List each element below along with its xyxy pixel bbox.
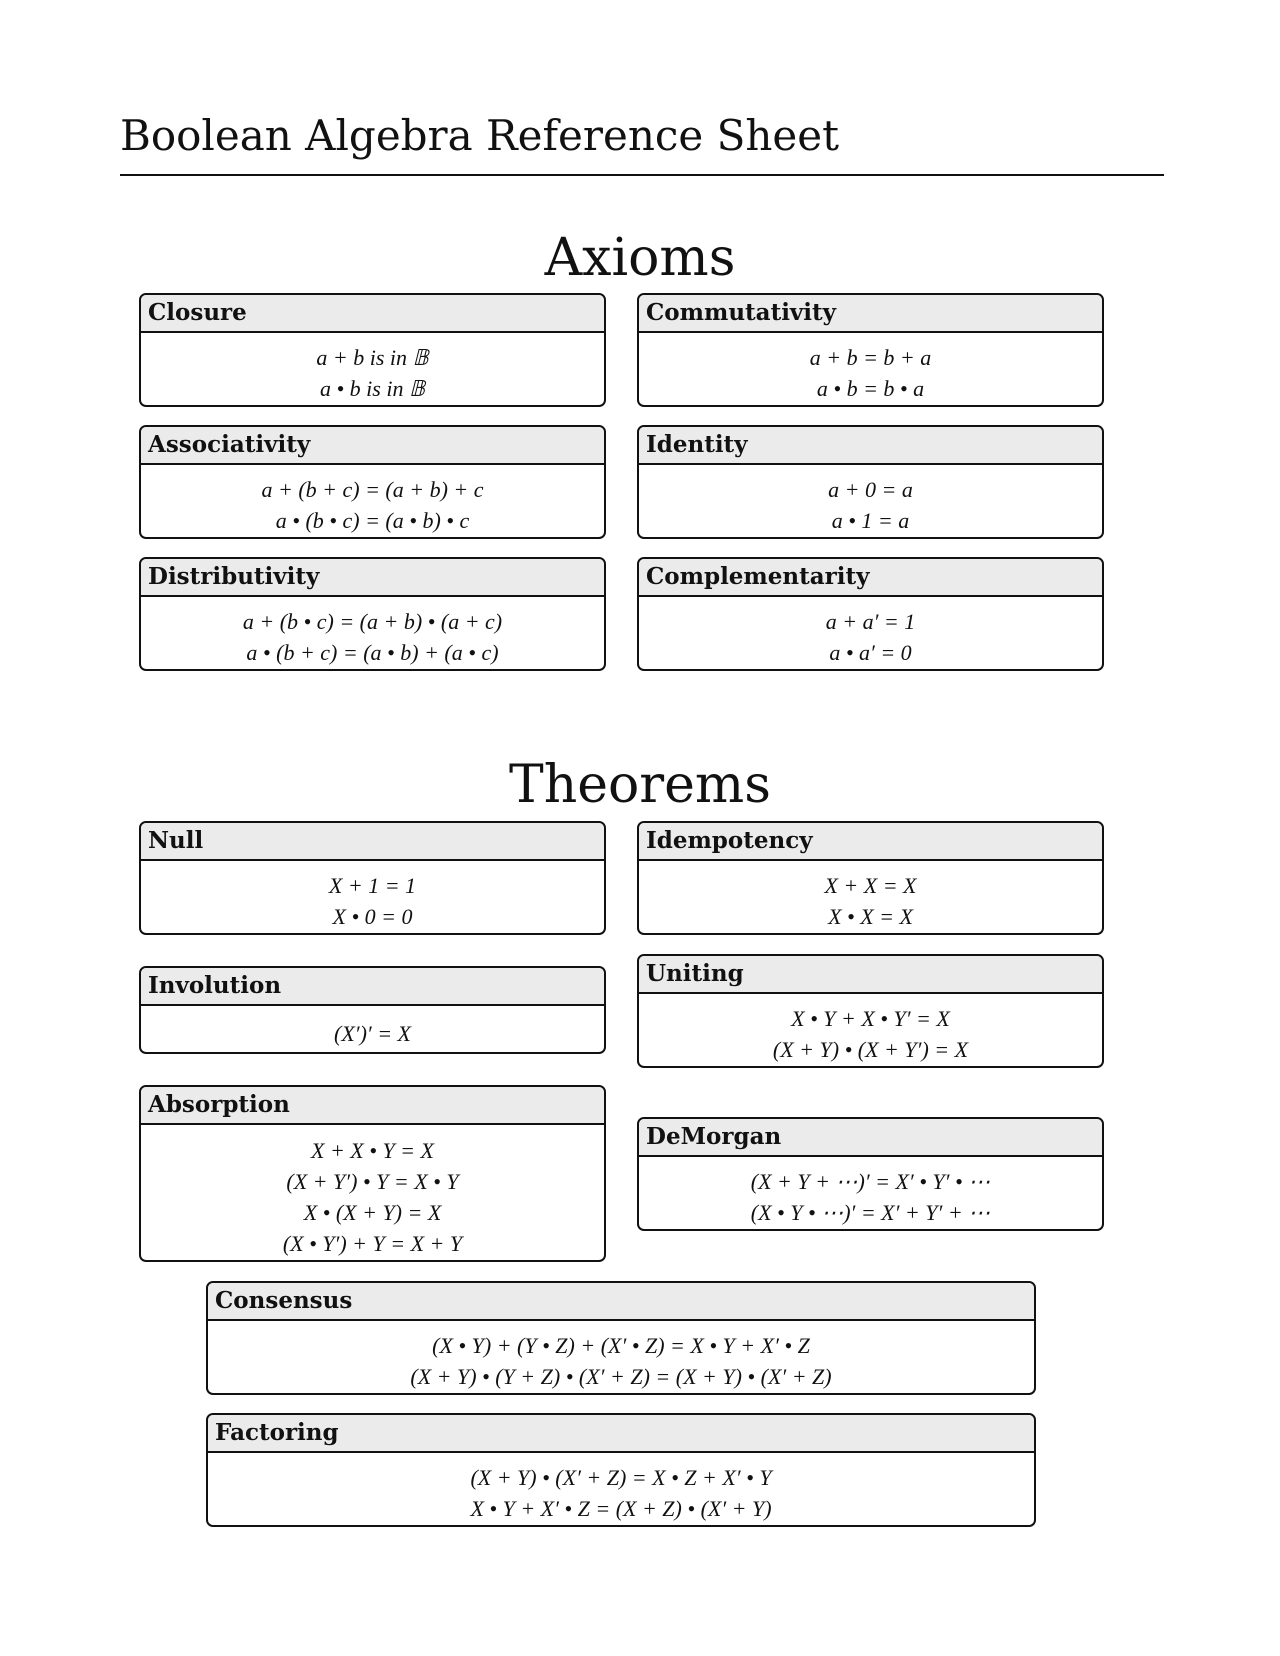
uniting-equation: X • Y + X • Y′ = X — [791, 1006, 950, 1031]
factoring-equation: (X + Y) • (X′ + Z) = X • Z + X′ • Y — [470, 1465, 772, 1490]
null-equation: X • 0 = 0 — [332, 904, 413, 929]
idempotency-equation: X + X = X — [824, 873, 917, 898]
distributivity-title: Distributivity — [141, 559, 604, 597]
consensus-card — [206, 1281, 1036, 1395]
idempotency-equation: X • X = X — [828, 904, 913, 929]
closure-equation: a • b is in 𝔹 — [319, 376, 426, 401]
complementarity-equation: a • a′ = 0 — [829, 640, 912, 665]
absorption-equation: (X + Y′) • Y = X • Y — [286, 1168, 459, 1194]
absorption-card — [139, 1085, 606, 1262]
involution-title: Involution — [141, 968, 604, 1006]
factoring-equation: X • Y + X′ • Z = (X + Z) • (X′ + Y) — [470, 1496, 772, 1521]
page-title: Boolean Algebra Reference Sheet — [120, 111, 840, 160]
associativity-card — [139, 425, 606, 539]
uniting-title: Uniting — [639, 956, 1102, 994]
identity-title: Identity — [639, 427, 1102, 465]
distributivity-card — [139, 557, 606, 671]
complementarity-card — [637, 557, 1104, 671]
identity-equation: a + 0 = a — [828, 477, 913, 502]
involution-card — [139, 966, 606, 1054]
consensus-equation: (X + Y) • (Y + Z) • (X′ + Z) = (X + Y) • (X′ + Z) — [410, 1364, 832, 1389]
null-card — [139, 821, 606, 935]
consensus-equation: (X • Y) + (Y • Z) + (X′ • Z) = X • Y + X′ • Z — [432, 1333, 810, 1358]
associativity-equation: a + (b + c) = (a + b) + c — [261, 477, 484, 502]
commutativity-equation: a + b = b + a — [809, 345, 932, 370]
associativity-title: Associativity — [141, 427, 604, 465]
demorgan-card — [637, 1117, 1104, 1231]
closure-equation: a + b is in 𝔹 — [316, 345, 429, 370]
factoring-card — [206, 1413, 1036, 1527]
title-divider — [120, 174, 1164, 176]
absorption-equation: X + X • Y = X — [311, 1137, 434, 1163]
uniting-equation: (X + Y) • (X + Y′) = X — [772, 1037, 969, 1062]
closure-card — [139, 293, 606, 407]
associativity-equation: a • (b • c) = (a • b) • c — [275, 508, 470, 533]
null-title: Null — [141, 823, 604, 861]
demorgan-title: DeMorgan — [639, 1119, 1102, 1157]
absorption-title: Absorption — [141, 1087, 604, 1125]
absorption-equation: (X • Y′) + Y = X + Y — [282, 1230, 463, 1256]
axioms-heading: Axioms — [544, 228, 736, 288]
identity-equation: a • 1 = a — [831, 508, 910, 533]
idempotency-title: Idempotency — [639, 823, 1102, 861]
complementarity-equation: a + a′ = 1 — [825, 609, 916, 634]
theorems-heading: Theorems — [509, 755, 771, 815]
complementarity-title: Complementarity — [639, 559, 1102, 597]
commutativity-title: Commutativity — [639, 295, 1102, 333]
idempotency-card — [637, 821, 1104, 935]
distributivity-equation: a • (b + c) = (a • b) + (a • c) — [246, 640, 499, 665]
consensus-title: Consensus — [208, 1283, 1034, 1321]
commutativity-equation: a • b = b • a — [816, 376, 925, 401]
factoring-title: Factoring — [208, 1415, 1034, 1453]
closure-title: Closure — [141, 295, 604, 333]
distributivity-equation: a + (b • c) = (a + b) • (a + c) — [242, 609, 503, 634]
identity-card — [637, 425, 1104, 539]
uniting-card — [637, 954, 1104, 1068]
demorgan-equation: (X • Y • ⋯)′ = X′ + Y′ + ⋯ — [750, 1200, 991, 1225]
commutativity-card — [637, 293, 1104, 407]
null-equation: X + 1 = 1 — [328, 873, 417, 898]
involution-equation: (X′)′ = X — [334, 1020, 411, 1046]
absorption-equation: X • (X + Y) = X — [303, 1199, 442, 1225]
demorgan-equation: (X + Y + ⋯)′ = X′ • Y′ • ⋯ — [750, 1169, 991, 1194]
